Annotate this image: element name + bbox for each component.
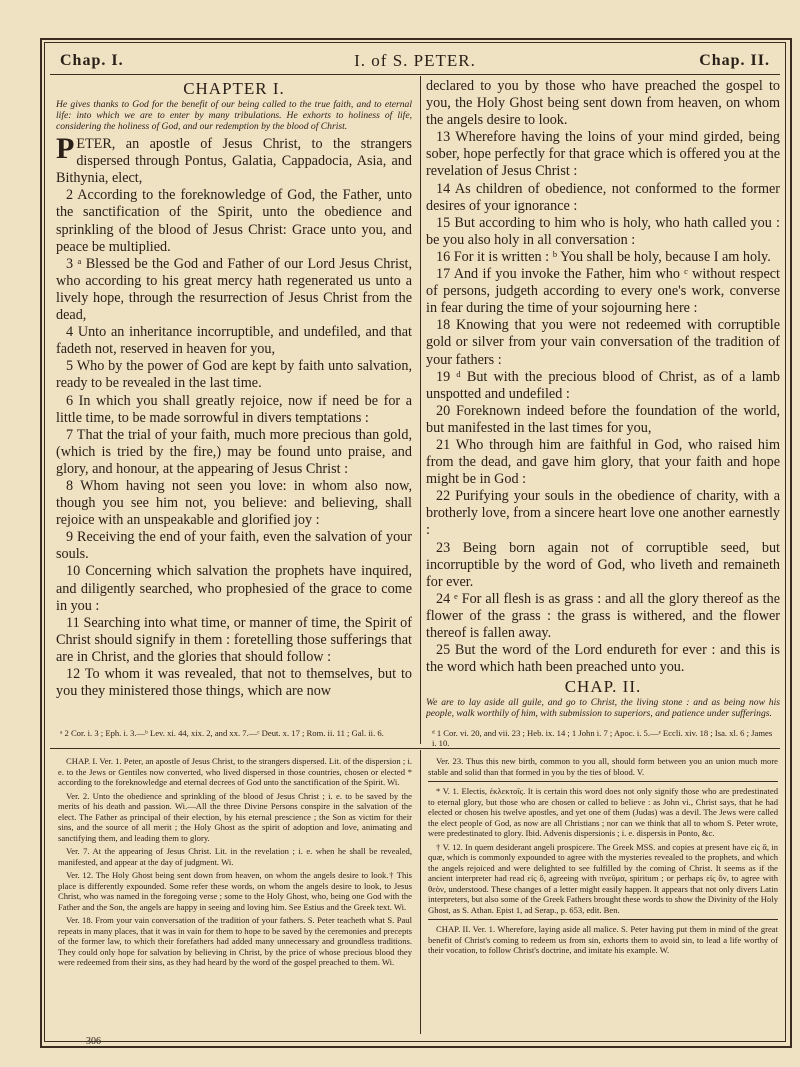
chapter-2-summary: We are to lay aside all guile, and go to Christ, the living stone : and as being now his people, walk worthily of him, with submission to superiors, and patience under sufferings. — [426, 697, 780, 720]
commentary-note: Ver. 23. Thus this new birth, common to you all, should form between you an union much more stable and solid than that formed in you by the ties of blood. V. — [428, 756, 778, 777]
verse-1: PETER, an apostle of Jesus Christ, to the strangers dispersed through Pontus, Galatia, Cappadocia, Asia, and Bithynia, elect, — [56, 132, 412, 187]
commentary-note: CHAP. II. Ver. 1. Wherefore, laying aside all malice. S. Peter having put them in mind of the great benefit of Christ's coming to redeem us from sin, exhorts them to avoid sin, to lead a life worthy of their vocation, to follow Christ's doctrine, and imitate his example. W. — [428, 924, 778, 955]
header-left-chapter: Chap. I. — [60, 52, 124, 69]
right-text-column — [426, 78, 780, 728]
cross-references-right: ᵈ 1 Cor. vi. 20, and vii. 23 ; Heb. ix. 14 ; 1 John i. 7 ; Apoc. i. 5.—ᵉ Eccli. xiv. 18 ; Isa. xl. 6 ; James i. 10. — [432, 728, 773, 748]
textual-note: † V. 12. In quem desiderant angeli prospicere. The Greek MSS. and copies at present have εἰς ἅ, in quæ, which is commonly expounded to agree with the mysteries revealed to the prophets, and which the angels rejoiced and were delighted to see fulfilled by the coming of Christ. It seems as if the ancient interpreter had read εἰς ὅ, agreeing with πνεῦμα, spiritum ; or perhaps εἰς ὅν, to agree with θεὸν, understood. These changes of a letter might easily happen. It appears that not only divers Latin interpreters, but also some of the Greek Fathers brought these words to show the Divinity of the Holy Ghost, as S. Athan. Epist 1, ad Serap., p. 653, edit. Ben. — [428, 841, 778, 915]
left-text-column — [56, 78, 412, 728]
verse: 18 Knowing that you were not redeemed with corruptible gold or silver from your vain conversation of the tradition of your fathers : — [426, 317, 780, 368]
verse: 8 Whom having not seen you love: in whom also now, though you see him not, you believe: and believing, shall rejoice with an unspeakable and glorified joy : — [56, 477, 412, 529]
verse: 14 As children of obedience, not conformed to the former desires of your ignorance : — [426, 180, 780, 214]
notes-separator — [428, 781, 778, 782]
cross-references-left: ᵃ 2 Cor. i. 3 ; Eph. i. 3.—ᵇ Lev. xi. 44, xix. 2, and xx. 7.—ᶜ Deut. x. 17 ; Rom. ii. 11 ; Gal. ii. 6. — [60, 728, 384, 738]
verse: 3 ᵃ Blessed be the God and Father of our Lord Jesus Christ, who according to his great mercy hath regenerated us unto a lively hope, through the resurrection of Jesus Christ from the dead, — [56, 255, 412, 324]
verse: 19 ᵈ But with the precious blood of Christ, as of a lamb unspotted and undefiled : — [426, 368, 780, 402]
verse: 2 According to the foreknowledge of God, the Father, unto the sanctification of the Spirit, unto the obedience and sprinkling of the blood of Jesus Christ: Grace unto you, and peace be multiplied. — [56, 187, 412, 255]
verse: 23 Being born again not of corruptible seed, but incorruptible by the word of God, who liveth and remaineth for ever. — [426, 539, 780, 590]
notes-column-divider — [420, 750, 421, 1034]
verse: 9 Receiving the end of your faith, even the salvation of your souls. — [56, 529, 412, 563]
verse: 7 That the trial of your faith, much more precious than gold, (which is tried by the fire,) may be found unto praise, and glory, and honour, at the appearing of Jesus Christ : — [56, 426, 412, 477]
header-right-chapter: Chap. II. — [699, 52, 770, 69]
commentary-note: Ver. 18. From your vain conversation of the tradition of your fathers. S. Peter teacheth what S. Paul repeats in many places, that it was in vain for them to hope to be saved by the ceremonies and precepts of the former law, to which their forefathers had added many unnecessary and groundless traditions. They could only hope for salvation by believing in Christ, by the price of whose precious blood they were redeemed from their sins, as they had heard by the word of the gospel preached to them. Wi. — [58, 915, 412, 967]
verse: 13 Wherefore having the loins of your mind girded, being sober, hope perfectly for that grace which is offered you at the revelation of Jesus Christ : — [426, 129, 780, 180]
drop-cap-letter: P — [56, 132, 75, 166]
verse: 21 Who through him are faithful in God, who raised him from the dead, and gave him glory, that your faith and hope might be in God : — [426, 436, 780, 488]
verse: 20 Foreknown indeed before the foundation of the world, but manifested in the last times for you, — [426, 402, 780, 436]
verse: 6 In which you shall greatly rejoice, now if need be for a little time, to be made sorrowful in divers temptations : — [56, 392, 412, 426]
verse: 4 Unto an inheritance incorruptible, and undefiled, and that fadeth not, reserved in heaven for you, — [56, 324, 412, 358]
verse: 22 Purifying your souls in the obedience of charity, with a brotherly love, from a sincere heart love one another earnestly : — [426, 488, 780, 539]
verse: 15 But according to him who is holy, who hath called you : be you also holy in all conversation : — [426, 214, 780, 248]
verse: 11 Searching into what time, or manner of time, the Spirit of Christ should signify in them : foretelling those sufferings that are in Christ, and the glories that should follow : — [56, 614, 412, 665]
verse: 25 But the word of the Lord endureth for ever : and this is the word which hath been preached unto you. — [426, 642, 780, 676]
chapter-title: CHAPTER I. — [183, 79, 285, 98]
verse: declared to you by those who have preached the gospel to you, the Holy Ghost being sent down from heaven, on whom the angels desire to look. — [426, 78, 780, 129]
chapter-2-title: CHAP. II. — [564, 677, 642, 697]
verse: 5 Who by the power of God are kept by faith unto salvation, ready to be revealed in the last time. — [56, 358, 412, 392]
commentary-notes-right — [428, 756, 778, 959]
verse: 24 ᵉ For all flesh is as grass : and all the glory thereof as the flower of the grass : the grass is withered, and the flower thereof is fallen away. — [426, 590, 780, 641]
commentary-note: CHAP. I. Ver. 1. Peter, an apostle of Jesus Christ, to the strangers dispersed. Lit. of the dispersion ; i. e. to the Jews or Gentiles now converted, who lived dispersed in those countries, chosen or elected * according to the foreknowledge and eternal decrees of God unto the sanctification of the Spirit. Wi. — [58, 756, 412, 787]
notes-separator — [428, 919, 778, 920]
verse: 10 Concerning which salvation the prophets have inquired, and diligently searched, who prophesied of the grace to come in you : — [56, 563, 412, 614]
verse: 17 And if you invoke the Father, him who ᶜ without respect of persons, judgeth according to every one's work, converse in fear during the time of your sojourning here : — [426, 266, 780, 317]
commentary-note: Ver. 7. At the appearing of Jesus Christ. Lit. in the revelation ; i. e. when he shall be revealed, manifested, and appear at the day of judgment. Wi. — [58, 846, 412, 867]
chapter-summary: He gives thanks to God for the benefit of our being called to the true faith, and to eternal life: into which we are to enter by many tribulations. He exhorts to holiness of life, considering the holiness of God, and our redemption by the blood of Christ. — [56, 99, 412, 133]
running-header — [50, 50, 780, 75]
commentary-notes-left — [58, 756, 412, 971]
commentary-note: Ver. 2. Unto the obedience and sprinkling of the blood of Jesus Christ ; i. e. to be saved by the merits of his death and passion. Wi.—All the three Divine Persons conspire in the salvation of the elect. The Father as principal of their election, by his eternal prescience ; the Son as victim for their sins, and the source of all merit ; the Holy Ghost as the spirit of adoption and love, animating and sanctifying them, and leading them to glory. — [58, 790, 412, 843]
header-book-title: I. of S. PETER. — [354, 51, 476, 70]
footnote-rule — [50, 748, 780, 749]
page-number: 306 — [86, 1036, 101, 1047]
column-divider — [420, 76, 421, 744]
commentary-note: Ver. 12. The Holy Ghost being sent down from heaven, on whom the angels desire to look.† This place is differently expounded. Some refer these words, on whom the angels desire to look, to Jesus Christ, who was named in the foregoing verse ; some to the Holy Ghost, who, being one God with the Father and the Son, the angels are happy in seeing and loving him. See Estius and the Greek text. Wi. — [58, 870, 412, 912]
verse: 12 To whom it was revealed, that not to themselves, but to you they ministered those things, which are now — [56, 666, 412, 700]
verse: 16 For it is written : ᵇ You shall be holy, because I am holy. — [436, 248, 771, 265]
textual-note: * V. 1. Electis, ἐκλεκτοῖς. It is certain this word does not only signify those who are predestinated to eternal glory, but those who are chosen or called to believe : as John vi., Christ says, that he had elected or chosen his twelve apostles, and yet one of them (Judas) was a devil. The Jews were called the elect people of God, as now are all Christians ; nor can we think that all to whom S. Peter wrote, were predestinated to glory. Ibid. Advenis dispersionis ; i. e. dispersis in Ponto, &c. — [428, 786, 778, 838]
